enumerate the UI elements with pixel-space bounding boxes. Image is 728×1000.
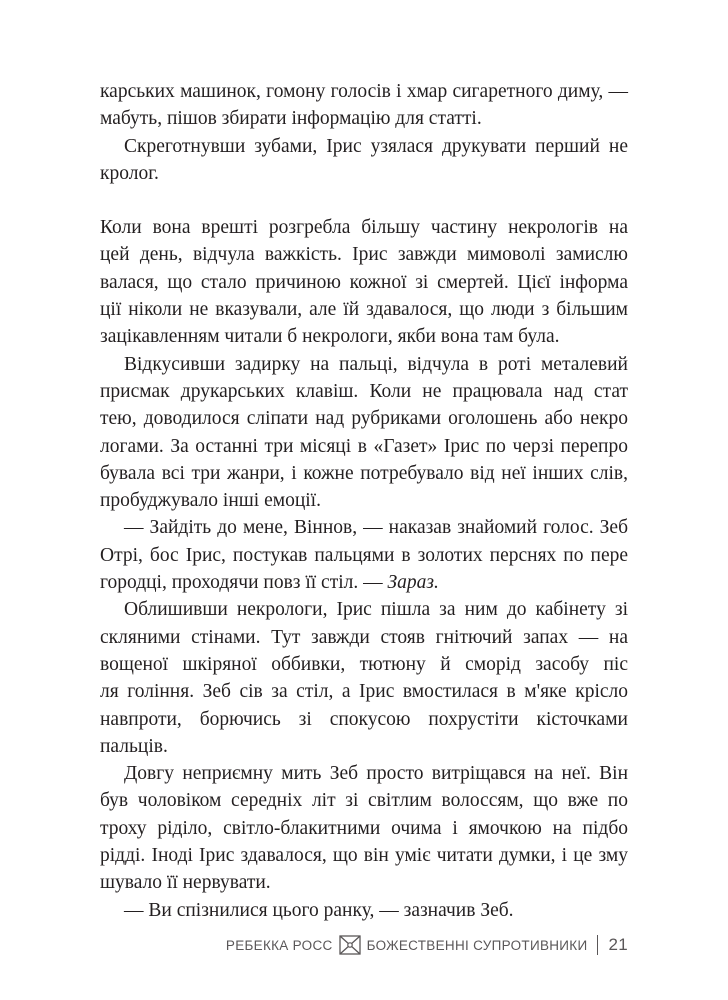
text-line: пробуджувало інші емоції. [100, 490, 321, 512]
book-page-body [100, 78, 628, 924]
text-line: карських машинок, гомону голосів і хмар сигаретного диму, — [100, 81, 628, 102]
text-line: Облишивши некрологи, Ірис пішла за ним до кабінету зі [124, 599, 628, 621]
section-break [100, 187, 628, 214]
text-line: ції ніколи не вказували, але їй здавалося, що люди з більшим [100, 299, 628, 321]
text-line: логами. За останні три місяці в «Газет» Ірис по черзі перепро [100, 435, 628, 457]
text-line [100, 569, 628, 596]
text-line: шувало її нервувати. [100, 872, 271, 894]
footer-author: РЕБЕККА РОСС [225, 937, 333, 953]
text-line: Скреготнувши зубами, Ірис узялася друкувати перший не [124, 135, 628, 157]
text-line: Довгу неприємну мить Зеб просто витріщався на неї. Він [124, 763, 628, 785]
text-line: тею, доводилося сліпати над рубриками оголошень або некро [100, 408, 628, 430]
text-line: вощеної шкіряної оббивки, тютюну й сморід засобу піс [100, 653, 628, 675]
text-line: мабуть, пішов збирати інформацію для статті. [100, 108, 482, 130]
footer-divider [597, 935, 598, 955]
text-line: рідді. Іноді Ірис здавалося, що він уміє читати думки, і це зму [100, 845, 628, 867]
text-line: цей день, відчула важкість. Ірис завжди мимоволі замислю [100, 244, 628, 266]
text-line: був чоловіком середніх літ зі світлим волоссям, що вже по [100, 790, 628, 812]
running-footer [226, 934, 628, 956]
text-line: кролог. [100, 162, 159, 184]
text-line: — Зайдіть до мене, Віннов, — наказав знайомий голос. Зеб [124, 517, 628, 539]
text-line: Відкусивши задирку на пальці, відчула в роті металевий [124, 353, 628, 375]
text-line: ля гоління. Зеб сів за стіл, а Ірис вмостилася в м'яке крісло [100, 681, 628, 703]
text-line: — Ви спізнилися цього ранку, — зазначив Зеб. [124, 899, 514, 921]
text-line: скляними стінами. Тут завжди стояв гнітючий запах — на [100, 626, 628, 648]
footer-book-title: БОЖЕСТВЕННІ СУПРОТИВНИКИ [366, 937, 588, 953]
text-line: Коли вона врешті розгребла більшу частину некрологів на [100, 217, 628, 239]
text-line-start: городці, проходячи повз її стіл. — [100, 572, 388, 594]
text-line: бувала всі три жанри, і кожне потребувало від неї інших слів, [100, 462, 628, 484]
text-line: Отрі, бос Ірис, постукав пальцями в золотих перснях по пере [100, 544, 628, 566]
text-line: троху ріділо, світло-блакитними очима і ямочкою на підбо [100, 817, 628, 839]
page-number: 21 [608, 935, 628, 954]
text-line: пальців. [100, 735, 168, 757]
text-line: навпроти, борючись зі спокусою похрустіти кісточками [100, 708, 628, 730]
italic-word: Зараз. [387, 572, 439, 594]
crossed-ornament-icon [339, 935, 361, 955]
text-line: валася, що стало причиною кожної зі смертей. Цієї інформа [100, 271, 628, 293]
text-line: зацікавленням читали б некрологи, якби вона там була. [100, 326, 560, 348]
text-line: присмак друкарських клавіш. Коли не працювала над стат [100, 380, 628, 402]
